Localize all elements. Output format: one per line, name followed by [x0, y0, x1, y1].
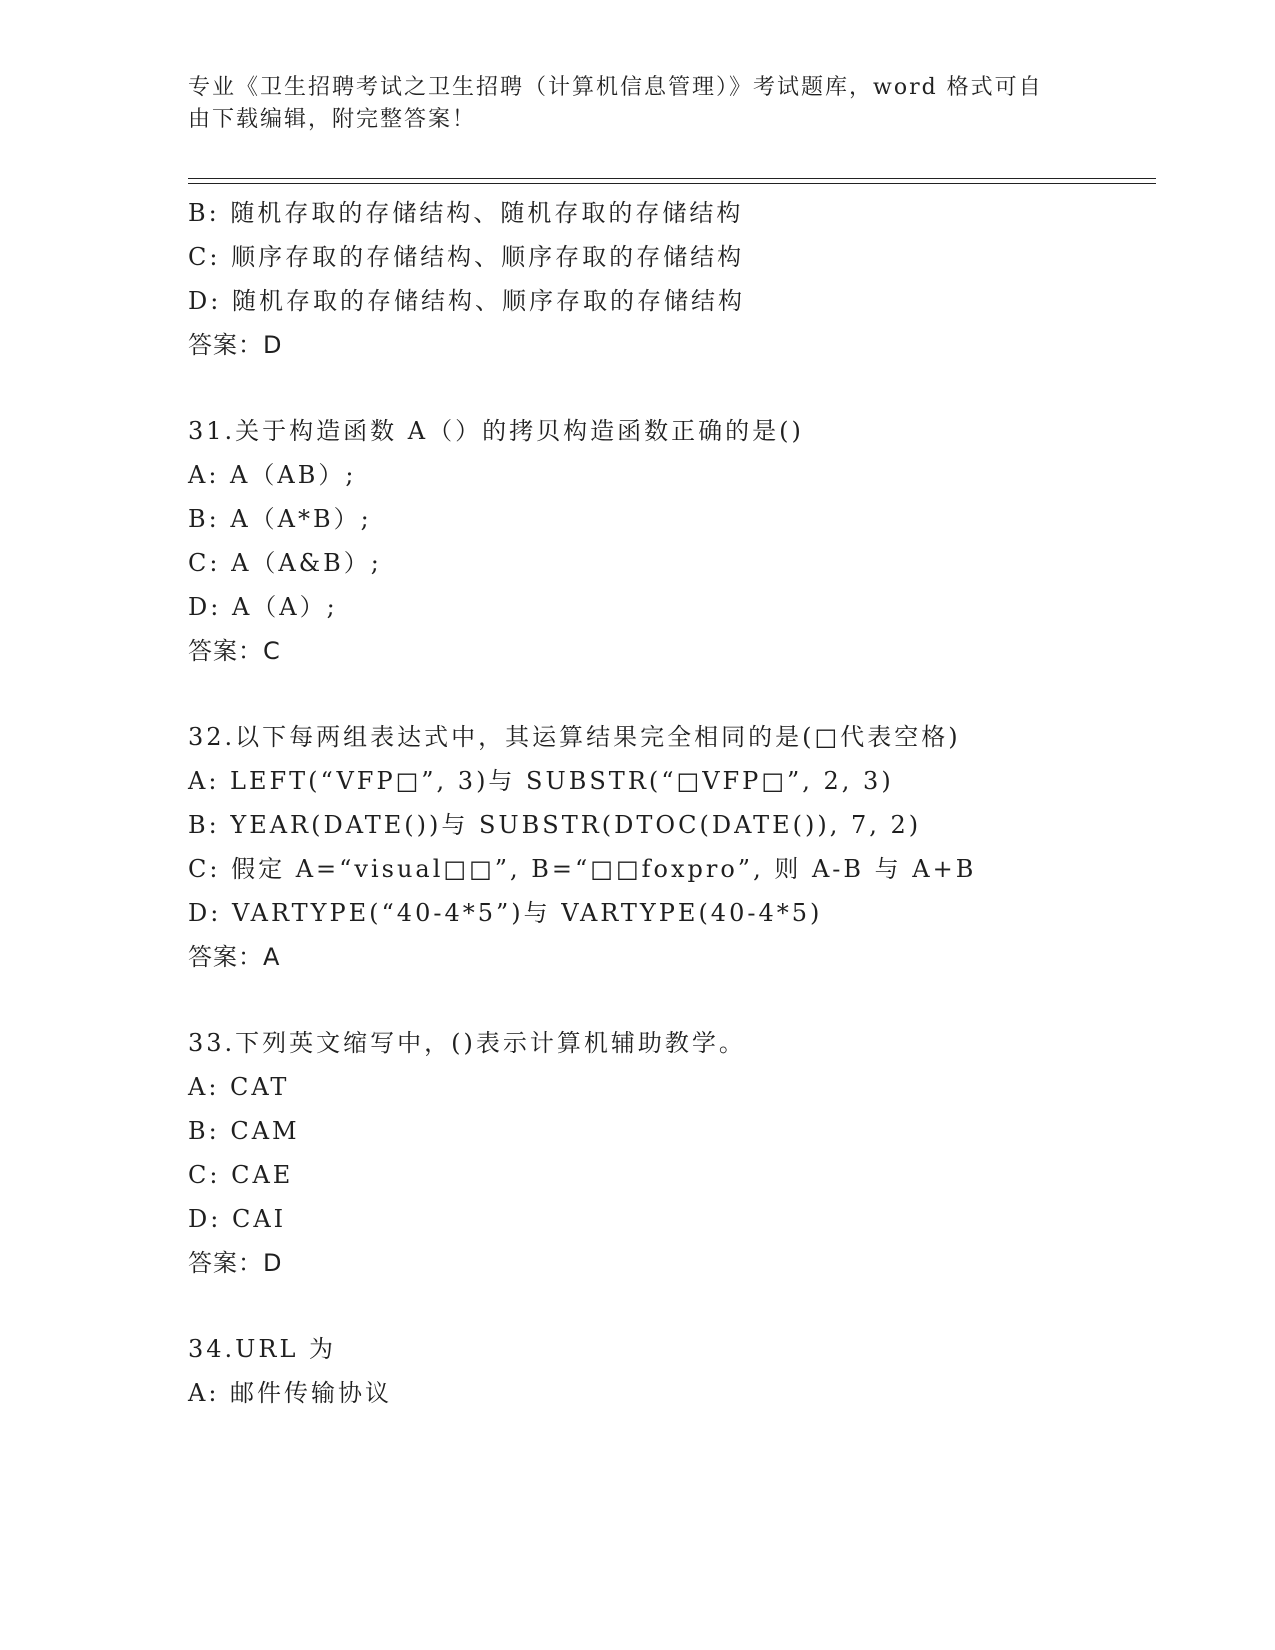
q33-answer: 答案：D [188, 1249, 283, 1277]
q31-option-a: A: A（AB）; [188, 461, 357, 489]
q33-option-b: B: CAM [188, 1117, 300, 1145]
header-line-2: 由下载编辑，附完整答案！ [188, 107, 477, 132]
q34-question: 34.URL 为 [188, 1335, 337, 1363]
q32-option-b: B: YEAR(DATE())与 SUBSTR(DTOC(DATE()), 7, 2) [188, 811, 922, 839]
q34-option-a: A: 邮件传输协议 [188, 1379, 393, 1407]
q32-option-c: C: 假定 A=“visual□□”, B=“□□foxpro”, 则 A-B 与 A+B [188, 855, 977, 883]
q31-question: 31.关于构造函数 A（）的拷贝构造函数正确的是() [188, 417, 804, 445]
q32-question: 32.以下每两组表达式中，其运算结果完全相同的是(□代表空格) [188, 723, 961, 751]
q31-answer: 答案：C [188, 637, 281, 665]
q32-option-d: D: VARTYPE(“40-4*5”)与 VARTYPE(40-4*5) [188, 899, 823, 927]
q31-option-d: D: A（A）; [188, 593, 338, 621]
q32-option-a: A: LEFT(“VFP□”, 3)与 SUBSTR(“□VFP□”, 2, 3) [188, 767, 894, 795]
q33-question: 33.下列英文缩写中，()表示计算机辅助教学。 [188, 1029, 746, 1057]
q33-option-c: C: CAE [188, 1161, 294, 1189]
q30-option-c: C: 顺序存取的存储结构、顺序存取的存储结构 [188, 243, 745, 271]
q31-option-c: C: A（A&B）; [188, 549, 382, 577]
header-divider-bottom [188, 183, 1156, 184]
q32-answer: 答案：A [188, 943, 281, 971]
q30-answer: 答案：D [188, 331, 283, 359]
header-divider-top [188, 178, 1156, 179]
q33-option-a: A: CAT [188, 1073, 290, 1101]
q33-option-d: D: CAI [188, 1205, 287, 1233]
q31-option-b: B: A（A*B）; [188, 505, 372, 533]
document-header [188, 72, 1068, 136]
q30-option-d: D: 随机存取的存储结构、顺序存取的存储结构 [188, 287, 745, 315]
q30-option-b: B: 随机存取的存储结构、随机存取的存储结构 [188, 199, 744, 227]
header-line-1: 专业《卫生招聘考试之卫生招聘（计算机信息管理）》考试题库，word 格式可自 [188, 75, 1043, 100]
